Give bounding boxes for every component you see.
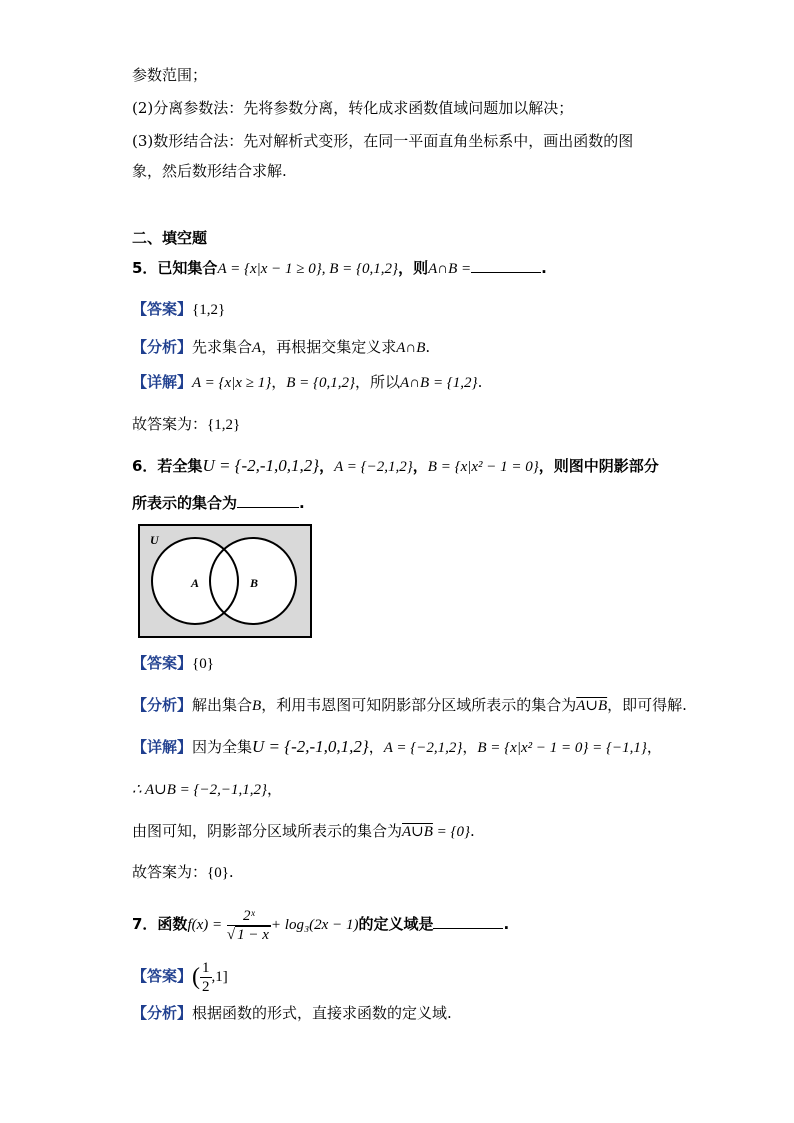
detail-end: . [477, 373, 483, 391]
analysis-end: . [425, 338, 431, 356]
question-7 [132, 904, 509, 945]
question-prefix: 5．已知集合 [132, 259, 218, 277]
math-expression: + log₃(2x − 1) [270, 917, 359, 933]
fraction-numerator: 2ˣ [227, 907, 271, 926]
math-expression: ∴ A∪B = {−2,−1,1,2} [132, 782, 268, 798]
answer-value: {1,2} [192, 302, 226, 318]
math-expression: B = {x|x² − 1 = 0} = {−1,1} [477, 740, 647, 756]
detail-line [132, 371, 482, 394]
question-prefix: 7．函数 [132, 915, 188, 933]
venn-label-b: B [250, 576, 259, 590]
math-expression: A = {x|x − 1 ≥ 0} [217, 261, 322, 277]
conclusion-line [132, 820, 475, 843]
detail-text: 因为全集 [192, 738, 253, 756]
math-expression: , B = {0,1,2} [321, 261, 399, 277]
analysis-line [132, 1002, 452, 1024]
analysis-line [132, 336, 430, 359]
answer-rest: ,1] [211, 969, 228, 985]
text-line: 参数范围； [132, 66, 208, 84]
detail-tag: 【详解】 [132, 373, 193, 391]
detail-text: ，所以 [355, 373, 401, 391]
question-end: . [541, 259, 547, 277]
fraction-denominator: 2 [202, 978, 210, 995]
text-line: 象，然后数形结合求解. [132, 162, 287, 180]
analysis-text: ，再根据交集定义求 [261, 338, 397, 356]
conclusion-text: 由图可知，阴影部分区域所表示的集合为 [132, 822, 403, 840]
venn-label-a: A [191, 576, 200, 590]
fraction [227, 907, 271, 944]
answer-tag: 【答案】 [132, 967, 193, 985]
analysis-text: 先求集合 [192, 338, 253, 356]
final-label: 故答案为： [132, 863, 208, 881]
final-end: . [228, 863, 234, 881]
question-text: 的定义域是 [358, 915, 434, 933]
sqrt-radicand: 1 − x [237, 926, 269, 943]
analysis-text: 解出集合 [192, 696, 253, 714]
answer-blank [471, 258, 541, 273]
answer-open-paren: ( [192, 964, 201, 990]
final-value: {0} [207, 865, 229, 881]
analysis-text: ，即可得解. [607, 696, 687, 714]
math-expression: A = {−2,1,2} [334, 459, 413, 475]
venn-diagram [138, 524, 312, 638]
answer-line [132, 958, 228, 996]
math-expression: A = {x|x ≥ 1} [192, 375, 272, 391]
math-expression: A∩B [396, 340, 426, 356]
question-5 [132, 257, 547, 280]
detail-text: ， [271, 373, 287, 391]
math-expression: f(x) = [187, 917, 223, 933]
answer-fraction [200, 959, 212, 996]
math-expression: A∩B = {1,2} [400, 375, 478, 391]
question-text: ，则图中阴影部分 [538, 457, 659, 475]
final-value: {1,2} [207, 417, 241, 433]
answer-line [132, 298, 225, 321]
final-label: 故答案为： [132, 415, 208, 433]
answer-value: {0} [192, 656, 214, 672]
answer-tag: 【答案】 [132, 300, 193, 318]
detail-text: ， [462, 738, 478, 756]
detail-text: ， [267, 780, 283, 798]
question-text: ， [319, 457, 335, 475]
final-answer-line [132, 861, 234, 884]
section-heading: 二、填空题 [132, 229, 208, 247]
venn-label-u: U [150, 533, 159, 547]
answer-tag: 【答案】 [132, 654, 193, 672]
math-expression: A∪B [576, 698, 608, 714]
math-expression: A [252, 340, 262, 356]
math-expression: U = {-2,-1,0,1,2} [202, 456, 320, 475]
analysis-text: ，利用韦恩图可知阴影部分区域所表示的集合为 [261, 696, 577, 714]
question-prefix: 6．若全集 [132, 457, 203, 475]
analysis-tag: 【分析】 [132, 696, 193, 714]
analysis-line [132, 694, 687, 717]
detail-text: ， [368, 738, 384, 756]
question-end: . [299, 494, 305, 512]
question-text: ， [412, 457, 428, 475]
answer-line [132, 652, 214, 675]
question-end: . [503, 915, 510, 933]
answer-blank [433, 914, 503, 929]
analysis-tag: 【分析】 [132, 1004, 193, 1022]
final-answer-line [132, 413, 240, 436]
math-expression: A = {−2,1,2} [383, 740, 463, 756]
text-line: (3)数形结合法：先对解析式变形，在同一平面直角坐标系中，画出函数的图 [132, 132, 634, 150]
math-expression: B = {0,1,2} [286, 375, 356, 391]
detail-line [132, 736, 662, 759]
question-text: ，则 [398, 259, 429, 277]
question-6 [132, 455, 659, 478]
question-text: 所表示的集合为 [132, 494, 238, 512]
union-line [132, 778, 282, 801]
analysis-tag: 【分析】 [132, 338, 193, 356]
answer-blank [237, 493, 299, 508]
conclusion-end: . [470, 822, 475, 840]
text-line: (2)分离参数法：先将参数分离，转化成求函数值域问题加以解决； [132, 99, 574, 117]
fraction-denominator [227, 926, 271, 944]
math-expression: B = {x|x² − 1 = 0} [427, 459, 539, 475]
sqrt-symbol: √ [226, 926, 236, 943]
detail-tag: 【详解】 [132, 738, 193, 756]
question-6-line2 [132, 492, 305, 514]
math-expression: A∩B = [428, 261, 472, 277]
math-expression: U = {-2,-1,0,1,2} [252, 737, 369, 756]
math-expression: A∪B [402, 824, 433, 840]
fraction-numerator: 1 [202, 959, 210, 976]
math-expression: = {0} [432, 824, 471, 840]
detail-text: ， [646, 738, 662, 756]
analysis-text: 根据函数的形式，直接求函数的定义域. [192, 1004, 452, 1022]
math-expression: B [252, 698, 262, 714]
